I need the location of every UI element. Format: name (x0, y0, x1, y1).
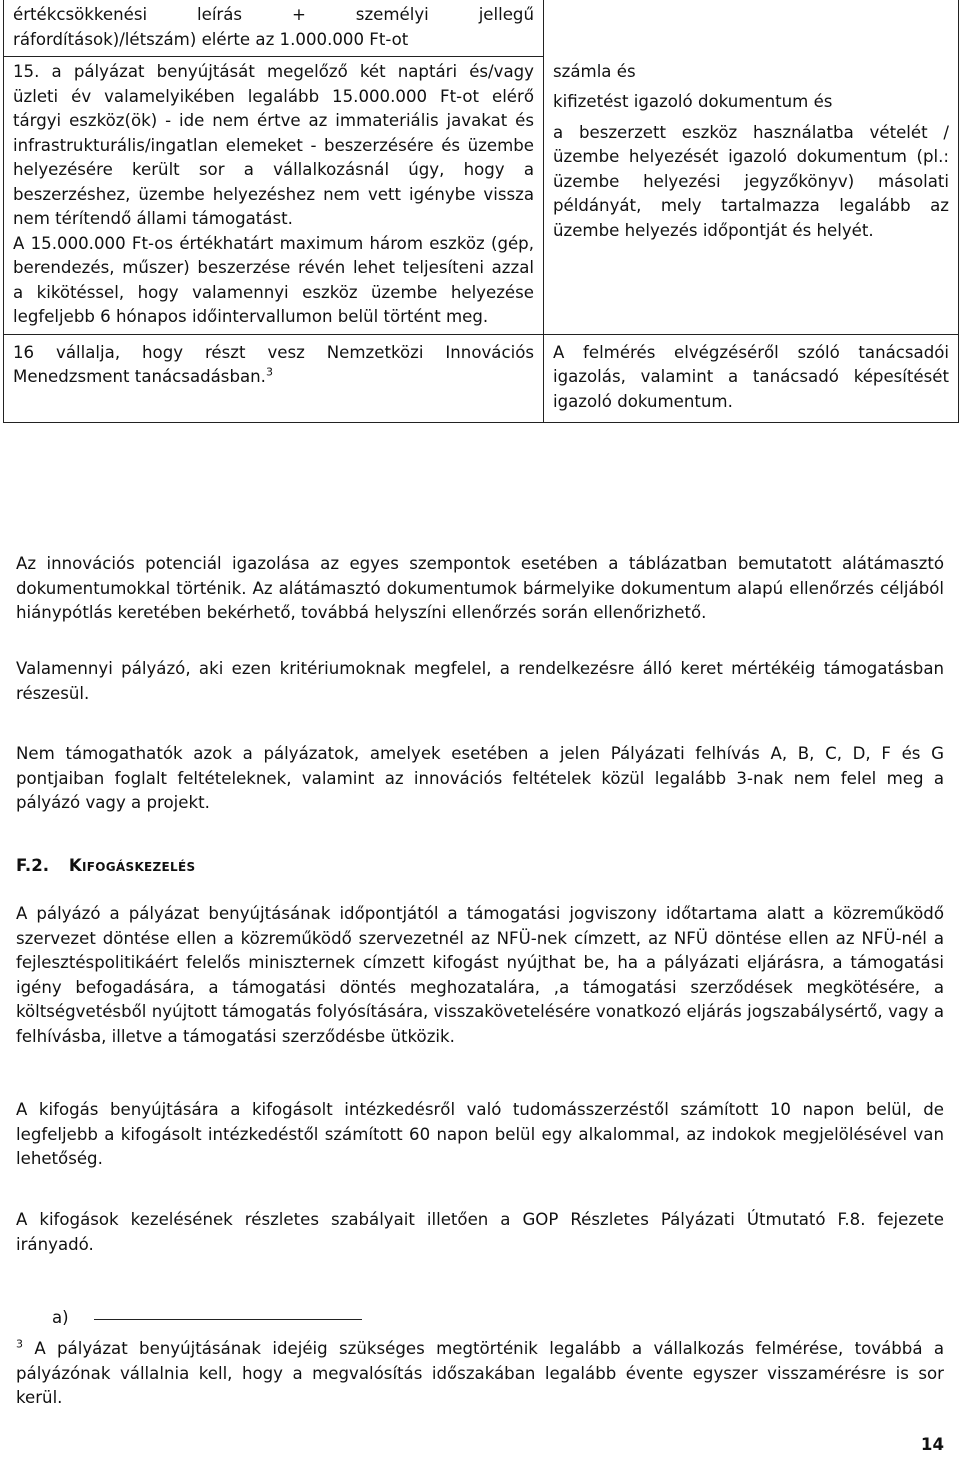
paragraph-block (16, 742, 944, 816)
paragraph: Nem támogathatók azok a pályázatok, amelyek esetében a jelen Pályázati felhívás A, B, C, D, F és G pontjaiban foglalt feltételeknek, valamint az innovációs feltételek közül legalább 3-nak nem felel meg a pályázó vagy a projekt. (16, 744, 944, 812)
paragraph-block (16, 1098, 944, 1172)
footnote-number: 3 (16, 1337, 23, 1351)
page-number: 14 (920, 1435, 944, 1454)
cell-text (13, 341, 534, 390)
table-row (4, 57, 959, 335)
cell-text: A felmérés elvégzéséről szóló tanácsadói igazolás, valamint a tanácsadó képesítését igazoló dokumentum. (553, 342, 949, 411)
cell-text: számla és (553, 61, 636, 81)
table-cell (544, 57, 959, 335)
criteria-table (3, 0, 959, 423)
cell-text: A 15.000.000 Ft-os értékhatárt maximum három eszköz (gép, berendezés, műszer) beszerzése révén lehet teljesíteni azzal a kikötéssel, hogy valamennyi eszköz üzembe helyezése legfeljebb 6 hónapos időintervallumon belül történt meg. (13, 233, 534, 326)
paragraph-block (16, 902, 944, 1049)
table-row (4, 0, 959, 57)
section-title: Kifogáskezelés (68, 856, 196, 875)
cell-text: kifizetést igazoló dokumentum és (553, 92, 833, 111)
table-cell (4, 0, 544, 57)
footnote-text (16, 1337, 944, 1411)
paragraph: Valamennyi pályázó, aki ezen kritériumoknak megfelel, a rendelkezésre álló keret mértékéig támogatásban részesül. (16, 659, 944, 703)
cell-text: 15. a pályázat benyújtását megelőző két naptári és/vagy üzleti év valamelyikében legalább 15.000.000 Ft-ot elérő tárgyi eszköz(ök) - ide nem értve az immateriális javakat és infrastrukturális/ingatlan elemeket - beszerzésére és üzembe helyezésére került sor a vállalkozásnál úgy, hogy a beszerzéshez, üzembe helyezéshez nem vett igénybe vissza nem térítendő állami támogatást. (13, 62, 534, 228)
table-cell (544, 334, 959, 423)
paragraph-block (16, 552, 944, 626)
footnote-marker-text: a) (52, 1308, 69, 1327)
table-cell (4, 334, 544, 423)
table-cell (544, 0, 959, 57)
paragraph: A kifogás benyújtására a kifogásolt intézkedésről való tudomásszerzéstől számított 10 napon belül, de legfeljebb a kifogásolt intézkedéstől számított 60 napon belül egy alkalommal, az indokok megjelölésével van lehetőség. (16, 1100, 944, 1168)
paragraph: Az innovációs potenciál igazolása az egyes szempontok esetében a táblázatban bemutatott alátámasztó dokumentumokkal történik. Az alátámasztó dokumentumok bármelyike dokumentum alapú ellenőrzés céljából hiánypótlás keretében bekérhető, továbbá helyszíni ellenőrzés során ellenőrizhető. (16, 554, 944, 622)
paragraph-block (16, 1208, 944, 1257)
paragraph: A pályázó a pályázat benyújtásának időpontjától a támogatási jogviszony időtartama alatt a közreműködő szervezet döntése ellen a közreműködő szervezetnél az NFÜ-nek címzett, az NFÜ döntése ellen az NFÜ-nél a fejlesztéspolitikáért felelős miniszternek címzett kifogást nyújthat be, ha a pályázati eljárásra, a támogatási igény befogadására, a támogatási döntés meghozatalára, ,a támogatási szerződések megkötésére, a költségvetésből nyújtott támogatás folyósítására, visszakövetelésére vonatkozó eljárás jogszabálysértő, vagy a felhívásba, illetve a támogatási szerződésbe ütközik. (16, 904, 944, 1046)
section-number: F.2. (16, 856, 50, 875)
footnote-reference: 3 (265, 365, 273, 379)
cell-text: a beszerzett eszköz használatba vételét / üzembe helyezését igazoló dokumentum (pl.: üzembe helyezési jegyzőkönyv) másolati példányát, mely tartalmazza legalább az üzembe helyezés időpontját és helyét. (553, 122, 949, 240)
cell-text: értékcsökkenési leírás + személyi jellegű ráfordítások)/létszám) elérte az 1.000.000 Ft-ot (13, 5, 534, 49)
paragraph: A kifogások kezelésének részletes szabályait illetően a GOP Részletes Pályázati Útmutató F.8. fejezete irányadó. (16, 1210, 944, 1254)
table-cell (4, 57, 544, 335)
paragraph-block (16, 657, 944, 706)
table-row (4, 334, 959, 423)
cell-text-main: 16 vállalja, hogy részt vesz Nemzetközi Innovációs Menedzsment tanácsadásban. (13, 342, 534, 386)
footnote-separator (94, 1319, 362, 1320)
footnote-body: A pályázat benyújtásának idejéig szükséges megtörténik legalább a vállalkozás felmérése, továbbá a pályázónak vállalnia kell, hogy a megvalósítás időszakában legalább évente egyszer visszamérésre is sor kerül. (16, 1339, 944, 1407)
section-heading (16, 854, 944, 879)
footnote (16, 1337, 944, 1411)
